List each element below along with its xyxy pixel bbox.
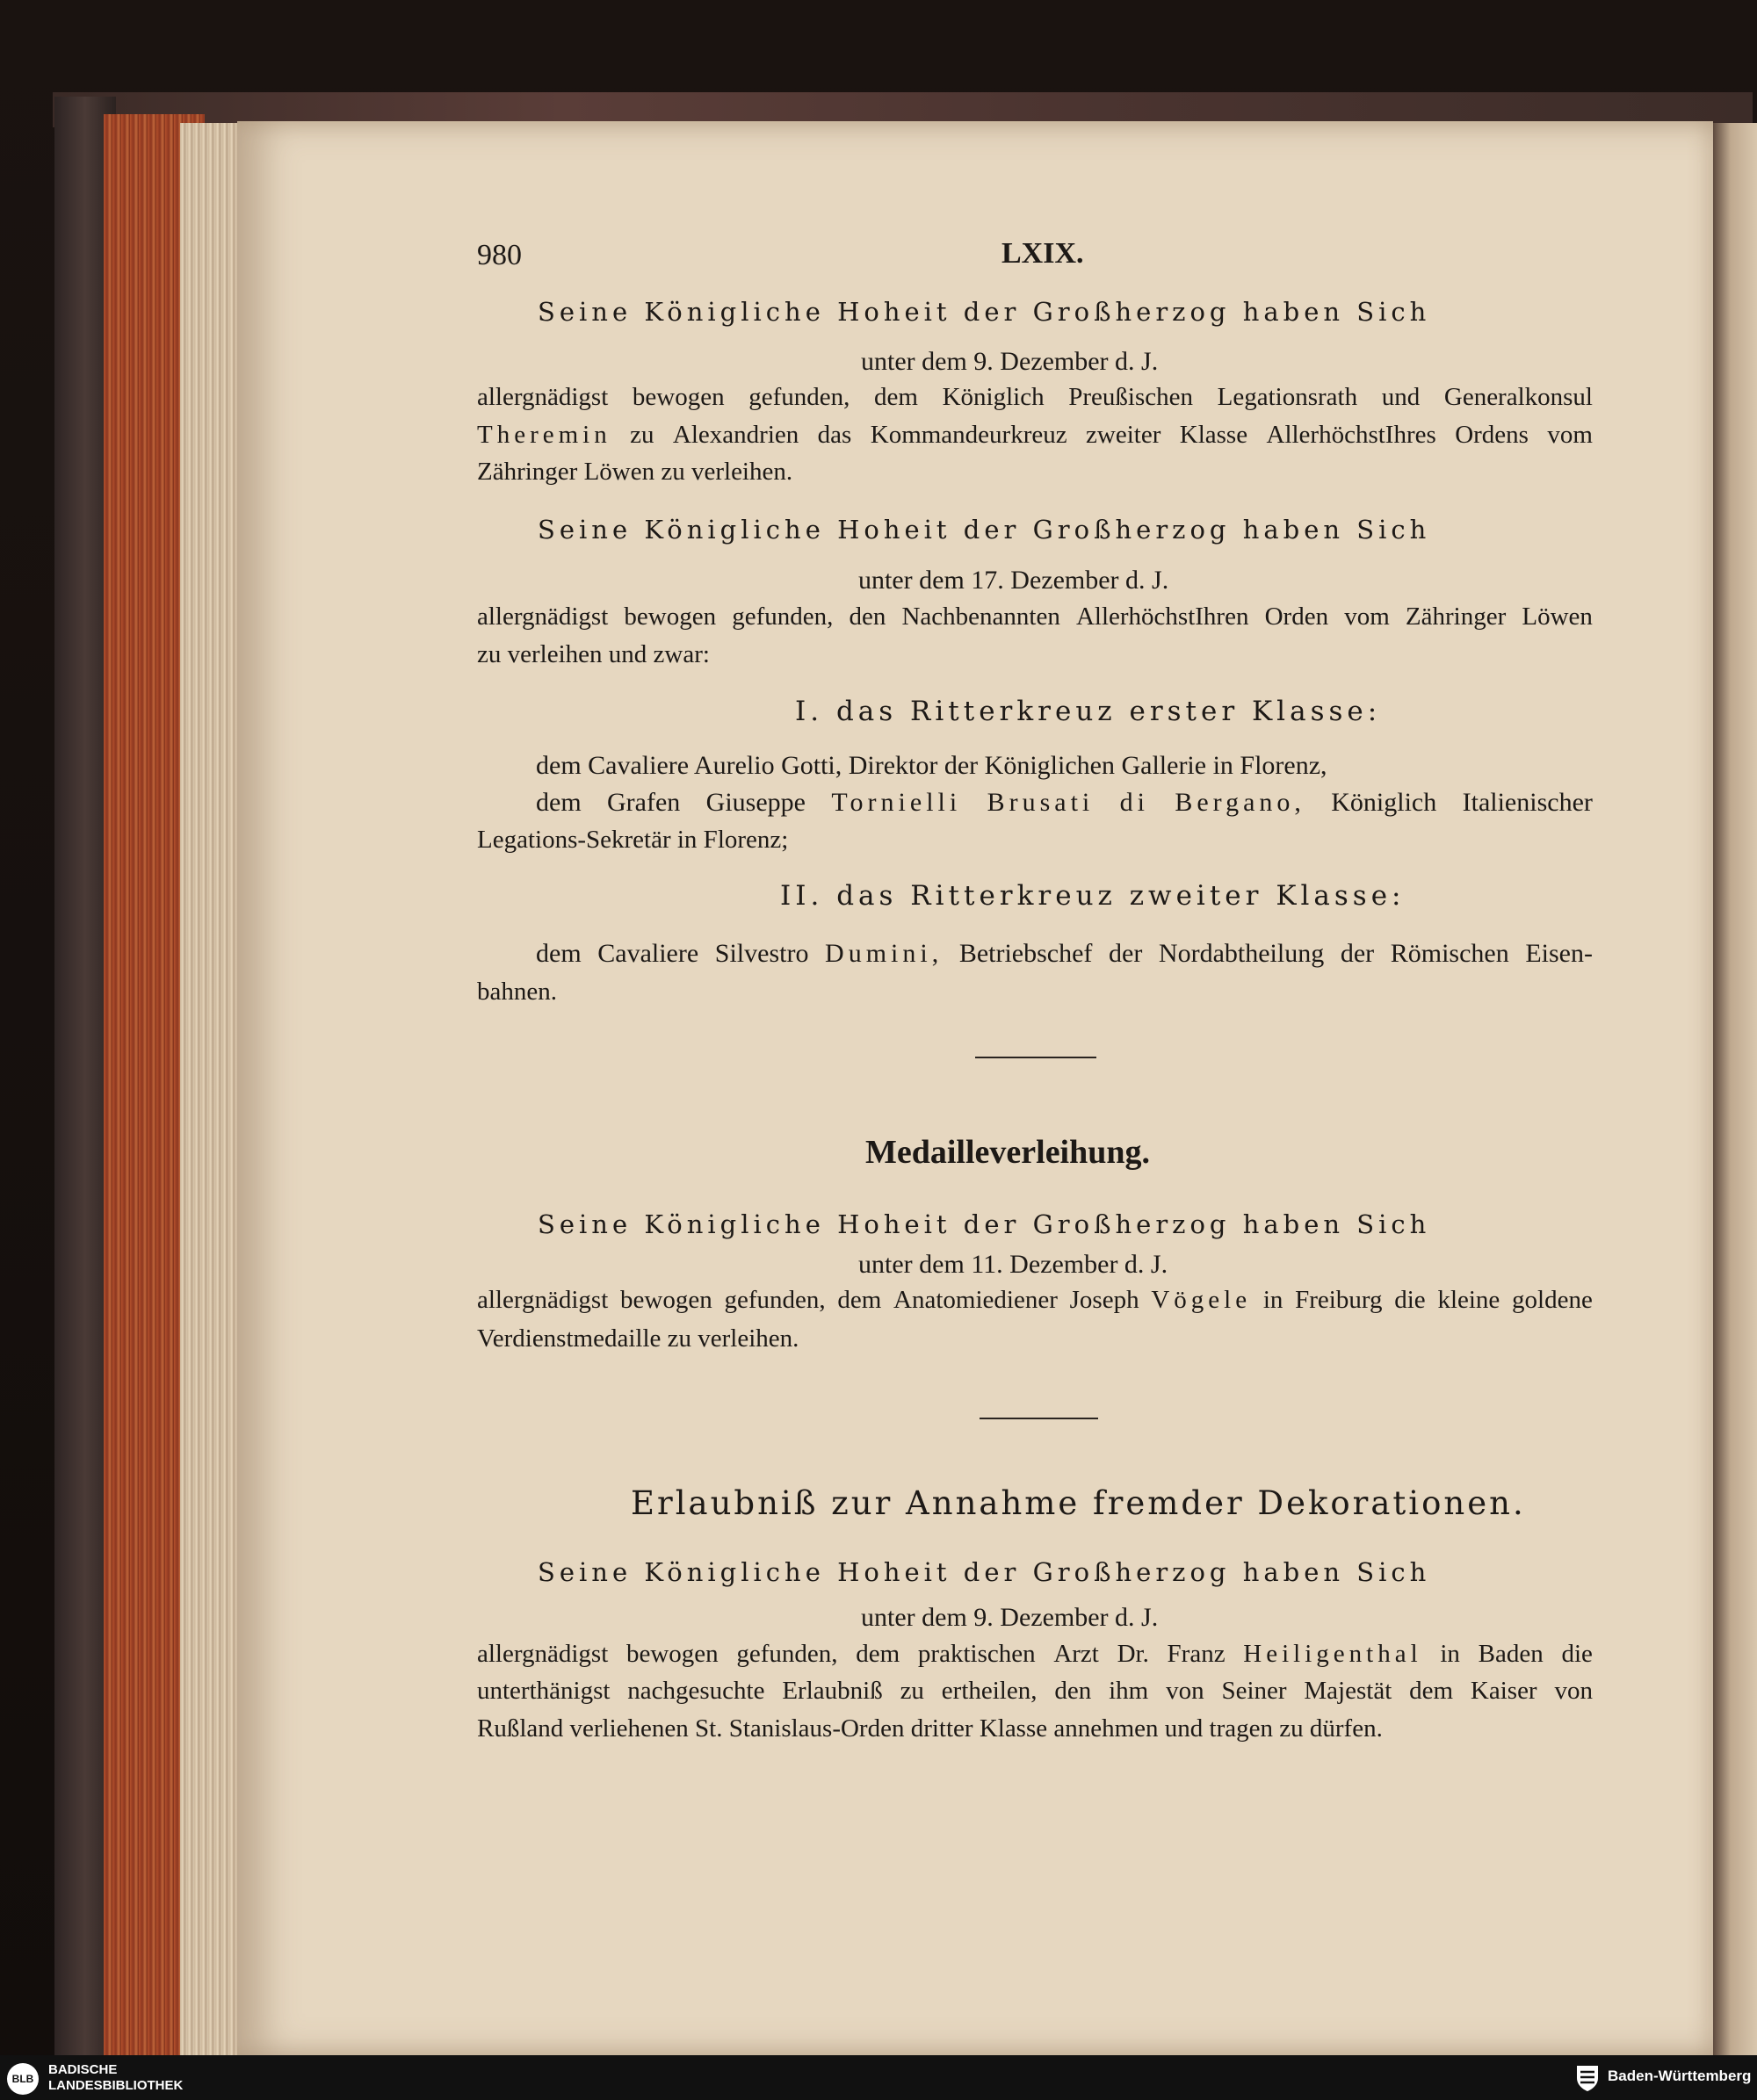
section4-line-1: allergnädigst bewogen gefunden, dem praktischen Arzt Dr. Franz Heiligenthal in Baden die bbox=[477, 1640, 1593, 1668]
medal-heading: Medailleverleihung. bbox=[865, 1134, 1151, 1171]
section3-last-line: Verdienstmedaille zu verleihen. bbox=[477, 1324, 799, 1353]
section2-line-1: allergnädigst bewogen gefunden, den Nachbenannten AllerhöchstIhren Orden vom Zähringer Löwen bbox=[477, 603, 1593, 631]
recipient-tornielli-line-1: dem Grafen Giuseppe Tornielli Brusati di Bergano, Königlich Italienischer bbox=[536, 788, 1593, 817]
recipient-tornielli-line-2: Legations-Sekretär in Florenz; bbox=[477, 826, 789, 854]
section4-date: unter dem 9. Dezember d. J. bbox=[861, 1603, 1159, 1632]
section2-intro: Seine Königliche Hoheit der Großherzog haben Sich bbox=[538, 515, 1431, 545]
blb-line-2: LANDESBIBLIOTHEK bbox=[48, 2078, 184, 2093]
page-number: 980 bbox=[477, 239, 522, 271]
section1-last-line: Zähringer Löwen zu verleihen. bbox=[477, 458, 793, 486]
decorations-heading: Erlaubniß zur Annahme fremder Dekorationen. bbox=[631, 1484, 1526, 1522]
section3-intro: Seine Königliche Hoheit der Großherzog haben Sich bbox=[538, 1209, 1431, 1239]
coat-of-arms-icon bbox=[1574, 2064, 1601, 2092]
class1-heading: I. das Ritterkreuz erster Klasse: bbox=[795, 696, 1382, 727]
section4-intro: Seine Königliche Hoheit der Großherzog haben Sich bbox=[538, 1557, 1431, 1587]
section1-line-2: Theremin zu Alexandrien das Kommandeurkreuz zweiter Klasse AllerhöchstIhres Ordens vom bbox=[477, 421, 1593, 449]
next-page-edge bbox=[1713, 123, 1757, 2055]
section2-last-line: zu verleihen und zwar: bbox=[477, 640, 710, 668]
section2-date: unter dem 17. Dezember d. J. bbox=[858, 566, 1169, 595]
section4-line-2: unterthänigst nachgesuchte Erlaubniß zu ertheilen, den ihm von Seiner Majestät dem Kaiser von bbox=[477, 1677, 1593, 1705]
recipient-dumini-line-1: dem Cavaliere Silvestro Dumini, Betriebschef der Nordabtheilung der Römischen Eisen- bbox=[536, 939, 1593, 968]
class2-heading: II. das Ritterkreuz zweiter Klasse: bbox=[780, 880, 1406, 912]
section3-date: unter dem 11. Dezember d. J. bbox=[858, 1250, 1168, 1279]
bw-label[interactable]: Baden-Württemberg bbox=[1608, 2068, 1752, 2084]
section1-intro: Seine Königliche Hoheit der Großherzog haben Sich bbox=[538, 297, 1431, 327]
section1-line-1: allergnädigst bewogen gefunden, dem Königlich Preußischen Legationsrath und Generalkonsul bbox=[477, 383, 1593, 411]
issue-number: LXIX. bbox=[1001, 237, 1084, 270]
section-divider-2 bbox=[980, 1418, 1098, 1419]
blb-logo[interactable]: BLB bbox=[7, 2063, 39, 2095]
recipient-dumini-line-2: bahnen. bbox=[477, 978, 557, 1006]
section4-last-line: Rußland verliehenen St. Stanislaus-Orden dritter Klasse annehmen und tragen zu dürfen. bbox=[477, 1714, 1383, 1743]
footer-bar bbox=[0, 2055, 1757, 2100]
blb-name[interactable] bbox=[48, 2062, 183, 2094]
recipient-gotti: dem Cavaliere Aurelio Gotti, Direktor der Königlichen Gallerie in Florenz, bbox=[536, 751, 1327, 780]
section-divider-1 bbox=[975, 1057, 1096, 1058]
blb-line-1: BADISCHE bbox=[48, 2062, 118, 2077]
section1-date: unter dem 9. Dezember d. J. bbox=[861, 347, 1159, 376]
section3-line-1: allergnädigst bewogen gefunden, dem Anatomiediener Joseph Vögele in Freiburg die kleine goldene bbox=[477, 1286, 1593, 1314]
